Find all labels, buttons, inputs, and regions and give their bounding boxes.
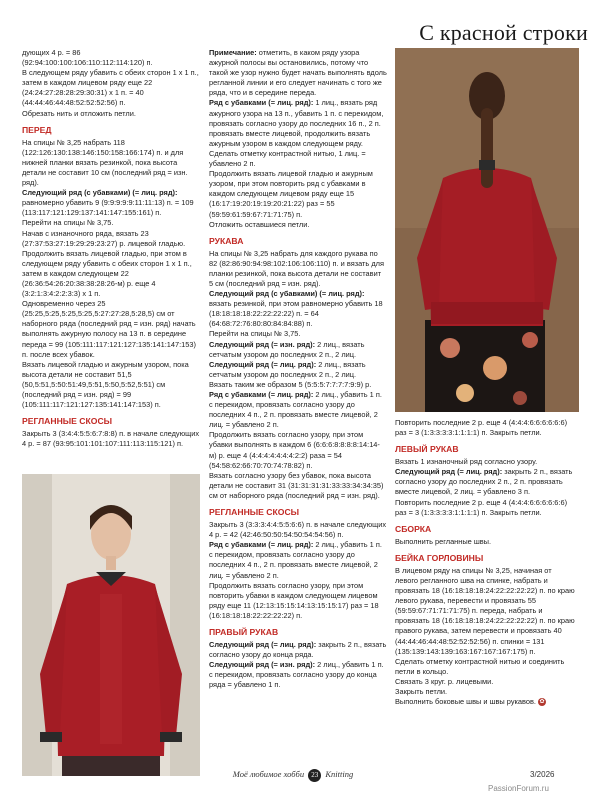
model-back-illustration	[395, 48, 579, 412]
section-heading-right-sleeve: ПРАВЫЙ РУКАВ	[209, 626, 279, 637]
paragraph	[209, 360, 387, 380]
row-text: 2 лиц., убавить 1 п. с перекидом, провязать согласно узору до конца ряда = убавлено 1 п.	[209, 660, 384, 690]
row-text: Выполнить боковые швы и швы рукавов.	[395, 697, 536, 707]
paragraph	[395, 697, 575, 707]
paragraph: Продолжить вязать лицевой гладью, при этом в следующем ряду убавить с обеих сторон 1 х 1 п., затем в каждом следующем 22 (26:36:54:26:20:38:38:28:26-м) р. еще 4 (3:2:1:3:4:2:2:3:3) х 1 п.	[22, 248, 192, 299]
paragraph	[209, 540, 387, 580]
row-text: 2 лиц., вязать сетчатым узором до последних 2 п., 2 лиц.	[209, 339, 365, 359]
paragraph	[395, 467, 575, 497]
end-mark-icon: ✿	[539, 699, 545, 706]
paragraph: дующих 4 р. = 86 (92:94:100:100:106:110:112:114:120) п.	[22, 48, 153, 68]
page-title: С красной строки	[419, 20, 588, 45]
paragraph: В следующем ряду убавить с обеих сторон 1 х 1 п., затем в каждом лицевом ряду еще 22 (24:24:27:28:28:29:30:31) х 1 п. = 40 (44:44:46:44:48:52:52:52:56) п.	[22, 68, 199, 108]
note-label: Примечание:	[209, 48, 257, 57]
magazine-footer	[208, 769, 378, 782]
row-label: Ряд с убавками (= лиц. ряд):	[209, 98, 314, 108]
row-label: Ряд с убавками (= лиц. ряд):	[209, 540, 314, 550]
row-label: Следующий ряд (= лиц. ряд):	[209, 639, 317, 649]
paragraph: Продолжить вязать лицевой гладью и ажурным узором, при этом повторить ряд с убавками в каждом следующем лицевом ряду еще 15 (16:17:19:20:19:19:20:21:22) раз = 55 (59:59:61:59:67:71:71:75) п.	[209, 169, 373, 219]
paragraph	[209, 340, 387, 360]
section-heading-front: ПЕРЕД	[22, 124, 52, 135]
model-photo-back	[395, 48, 579, 412]
paragraph	[209, 640, 387, 660]
text-column-1	[22, 48, 202, 449]
text-column-3	[395, 418, 575, 707]
paragraph: Одновременно через 25 (25:25,5:25,5:25,5:25,5:27:27:28,5:28,5) см от наборного ряда (последний ряд = изн. ряд) начать выполнять ажурную полосу на 13 п. в середине переда = 99 (105:111:117:121:127:135:141:147:153) п. после всех убавок.	[22, 299, 196, 359]
paragraph	[209, 289, 387, 329]
paragraph: Начав с изнаночного ряда, вязать 23 (27:37:53:27:19:29:29:23:27) р. лицевой гладью.	[22, 228, 186, 248]
paragraph	[209, 48, 387, 98]
magazine-name: Моё любимое хобби	[232, 769, 305, 779]
paragraph: Продолжить вязать согласно узору, при этом повторить убавки в каждом следующем лицевом ряду еще 11 (12:13:15:15:14:13:15:15:17) раз = 18 (16:18:18:18:22:22:22:22) п.	[209, 580, 379, 620]
row-text: 2 лиц., убавить 1 п. с перекидом, провязать согласно узору до последних 4 п., 2 п. провязать вместе лицевой, 2 лиц. = убавлено 2 п.	[209, 540, 382, 580]
section-heading-assembly: СБОРКА	[395, 523, 432, 534]
model-photo-front	[22, 474, 200, 776]
paragraph: Повторить последние 2 р. еще 4 (4:4:4:6:6:6:6:6:6) раз = 3 (1:3:3:3:3:1:1:1:1) п. Закрыть петли.	[395, 418, 568, 438]
paragraph: Повторить последние 2 р. еще 4 (4:4:4:6:6:6:6:6:6) раз = 3 (1:3:3:3:3:1:1:1:1) п. Закрыть петли.	[395, 497, 568, 517]
row-label: Следующий ряд (= изн. ряд):	[209, 660, 316, 670]
issue-number: 3/2026	[530, 770, 555, 779]
row-label: Ряд с убавками (= лиц. ряд):	[209, 390, 314, 399]
section-heading-raglan-sleeve: РЕГЛАННЫЕ СКОСЫ	[209, 507, 300, 518]
row-text: 1 лиц., вязать ряд ажурного узора на 13 п., убавить 1 п. с перекидом, провязать согласно узору до последних 16 п., 2 п. провязать вместе лицевой, продолжить вязать ажурным узором в каждом следующем ряду. Сделать отметку контрастной нитью, 1 лиц. = убавлено 2 п.	[209, 98, 384, 169]
paragraph: Продолжить вязать согласно узору, при этом убавки выполнять в каждом 6 (6:6:6:8:8:8:8:14:14-м) р. еще 4 (4:4:4:4:4:4:4:2:2) раза = 54 (54:58:62:66:70:70:74:78:82) п.	[209, 430, 380, 470]
paragraph: Перейти на спицы № 3,75.	[209, 329, 301, 339]
row-text: 2 лиц., вязать сетчатым узором до последних 2 п., 2 лиц.	[209, 359, 366, 379]
paragraph: Выполнить регланные швы.	[395, 536, 492, 546]
paragraph: На спицы № 3,25 набрать 118 (122:126:130:138:146:150:158:166:174) п. и для нижней планки вязать резинкой, пока высота детали не составит 10 см (последний ряд = изн. ряд).	[22, 137, 188, 188]
paragraph: Вязать таким же образом 5 (5:5:5:7:7:7:7:9:9) р.	[209, 379, 372, 389]
note-text: отметить, в каком ряду узора ажурной полосы вы остановились, потому что такой же узор нужно будет начать выполнять вдоль регланной линии и его следует начинать с того же ряда, что и в середине переда.	[209, 48, 387, 98]
page-number: 23	[308, 769, 321, 782]
row-text: равномерно убавить 9 (9:9:9:9:9:11:11:13) п. = 109 (113:117:121:129:137:141:147:155:161) п.	[22, 198, 194, 218]
row-text: 2 лиц., убавить 1 п. с перекидом, провязать согласно узору до последних 4 п., 2 п. провязать вместе лицевой, 2 лиц. = убавлено 2 п.	[209, 390, 382, 430]
section-heading-neckband: БЕЙКА ГОРЛОВИНЫ	[395, 552, 484, 563]
paragraph: Отложить оставшиеся петли.	[209, 219, 310, 229]
paragraph: Закрыть 3 (3:3:3:4:4:5:5:6:6) п. в начале следующих 4 р. = 42 (42:46:50:50:54:50:54:54:56) п.	[209, 520, 387, 540]
row-label: Следующий ряд (с убавками) (= лиц. ряд):	[209, 289, 365, 299]
paragraph: Обрезать нить и отложить петли.	[22, 108, 136, 118]
paragraph	[209, 660, 387, 690]
model-front-illustration	[22, 474, 200, 776]
section-heading-sleeves: РУКАВА	[209, 235, 244, 246]
paragraph: В лицевом ряду на спицы № 3,25, начиная от левого регланного шва на спинке, набрать и провязать 18 (16:18:18:18:24:22:22:22:22) п. по краю левого рукава, перевести и провязать 55 (59:59:67:71:71:71:75) п. переда, набрать и провязать 18 (16:18:18:18:24:22:22:22:22) п. по краю правого рукава, затем перевести и провязать 40 (44:44:46:44:48:52:52:52:56) п. спинки = 131 (135:139:143:139:163:167:167:167:175) п.	[395, 565, 575, 656]
watermark: PassionForum.ru	[488, 784, 549, 793]
paragraph: Связать 3 круг. р. лицевыми.	[395, 676, 494, 686]
row-label: Следующий ряд (= лиц. ряд):	[209, 359, 317, 369]
text-column-2	[209, 48, 387, 690]
paragraph: Закрыть 3 (3:4:4:5:5:6:7:8:8) п. в начале следующих 4 р. = 87 (93:95:101:101:107:111:113:115:121) п.	[22, 429, 200, 449]
paragraph: Вязать лицевой гладью и ажурным узором, пока высота детали не составит 51,5 (50,5:51,5:50:51:49,5:51,5:50,5:52,5:51) см (последний ряд = изн. ряд) = 99 (105:111:117:121:127:135:141:147:153) п.	[22, 359, 189, 410]
row-text: вязать резинкой, при этом равномерно убавить 18 (18:18:18:18:22:22:22:22) п. = 64 (64:68:72:76:80:80:84:84:88) п.	[209, 299, 383, 329]
row-text: закрыть 2 п., вязать согласно узору до последних 2 п., 2 п. провязать вместе лицевой, 2 лиц. = убавлено 3 п.	[395, 467, 573, 497]
paragraph	[209, 390, 387, 430]
paragraph: Вязать 1 изнаночный ряд согласно узору.	[395, 457, 538, 467]
row-label: Следующий ряд (с убавками) (= лиц. ряд):	[22, 188, 178, 198]
section-heading-raglan: РЕГЛАННЫЕ СКОСЫ	[22, 416, 113, 427]
paragraph: Сделать отметку контрастной нитью и соединить петли в кольцо.	[395, 656, 565, 676]
paragraph: Закрыть петли.	[395, 686, 448, 696]
paragraph	[22, 188, 202, 218]
magazine-subtitle: Knitting	[325, 769, 354, 779]
paragraph	[209, 98, 387, 169]
section-heading-left-sleeve: ЛЕВЫЙ РУКАВ	[395, 444, 459, 455]
paragraph: На спицы № 3,25 набрать для каждого рукава по 82 (82:86:90:94:98:102:106:106:110) п. и вязать для планки резинкой, пока высота детали не составит 5 см (последний ряд = изн. ряд).	[209, 248, 384, 288]
paragraph: Перейти на спицы № 3,75.	[22, 218, 114, 228]
row-label: Следующий ряд (= лиц. ряд):	[395, 467, 503, 477]
paragraph: Вязать согласно узору без убавок, пока высота детали не составит 31 (31:31:31:31:33:33:34:34:35) см от наборного ряда (последний ряд = изн. ряд).	[209, 470, 384, 500]
row-text: закрыть 2 п., вязать согласно узору до конца ряда.	[209, 639, 387, 660]
row-label: Следующий ряд (= изн. ряд):	[209, 339, 316, 349]
